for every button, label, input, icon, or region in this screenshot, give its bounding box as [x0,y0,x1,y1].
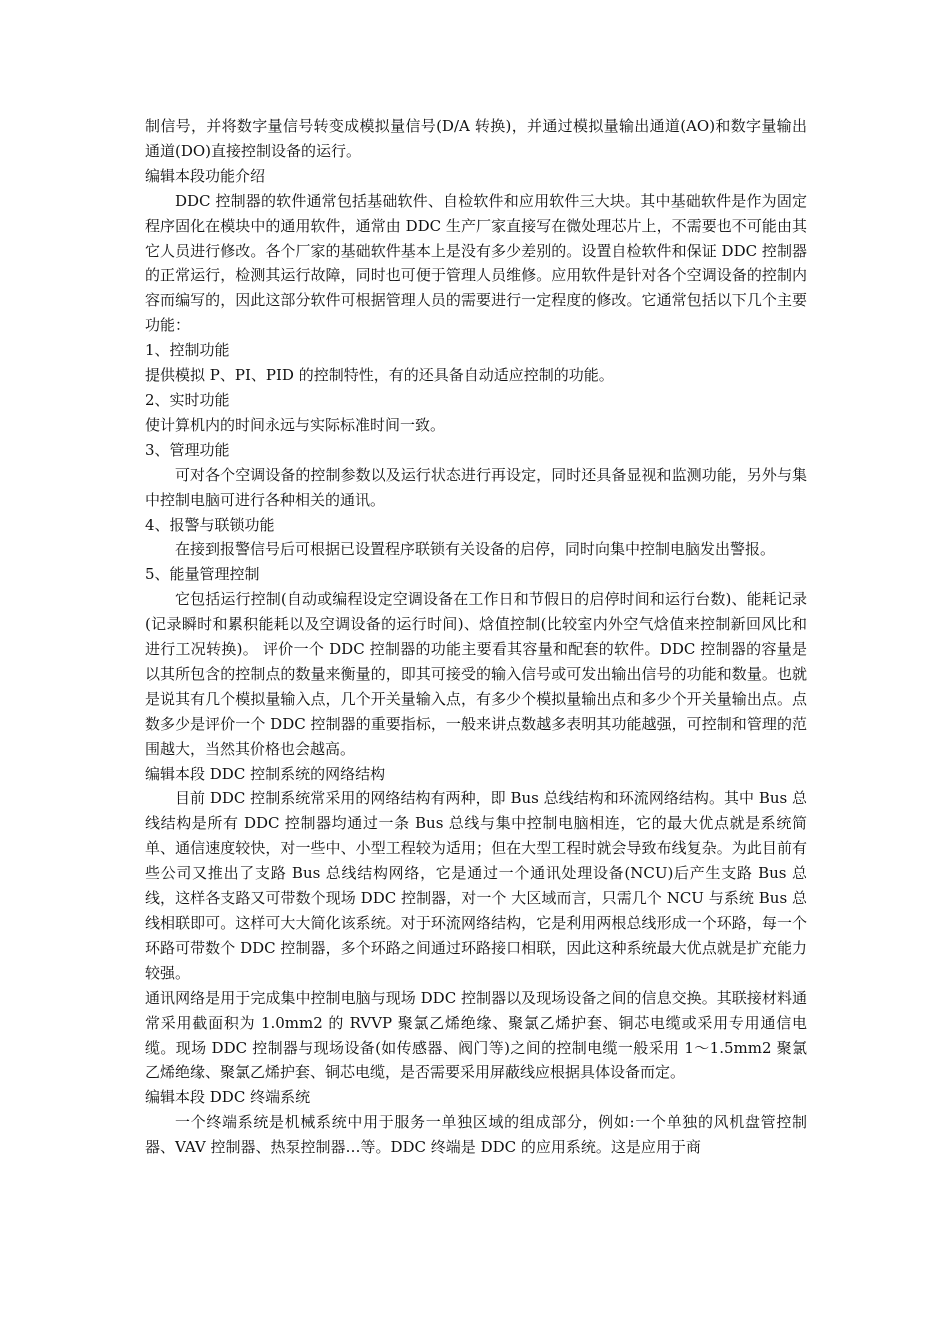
item-title-management: 3、管理功能 [145,440,230,459]
item-title-alarm: 4、报警与联锁功能 [145,515,275,534]
paragraph-communication: 通讯网络是用于完成集中控制电脑与现场 DDC 控制器以及现场设备之间的信息交换。其联接材料通常采用截面积为 1.0mm2 的 RVVP 聚氯乙烯绝缘、聚氯乙烯护套、铜芯电缆或采用专用通信电缆。现场 DDC 控制器与现场设备(如传感器、阀门等)之间的控制电缆一般采用 1～1.5mm2 聚氯乙烯绝缘、聚氯乙烯护套、铜芯电缆，是否需要采用屏蔽线应根据具体设备而定。 [145,988,807,1082]
item-title-realtime: 2、实时功能 [145,390,230,409]
section-heading-function: 编辑本段功能介绍 [145,166,266,185]
section-heading-network: 编辑本段 DDC 控制系统的网络结构 [145,764,386,783]
item-title-control: 1、控制功能 [145,341,230,360]
item-body-management: 可对各个空调设备的控制参数以及运行状态进行再设定，同时还具备显视和监测功能，另外与集中控制电脑可进行各种相关的通讯。 [145,465,807,509]
paragraph-intro: 制信号，并将数字量信号转变成模拟量信号(D/A 转换)，并通过模拟量输出通道(AO)和数字量输出通道(DO)直接控制设备的运行。 [145,117,807,160]
item-body-energy: 它包括运行控制(自动或编程设定空调设备在工作日和节假日的启停时间和运行台数)、能耗记录(记录瞬时和累积能耗以及空调设备的运行时间)、焓值控制(比较室内外空气焓值来控制新回风比和进行工况转换)。 评价一个 DDC 控制器的功能主要看其容量和配套的软件。DDC 控制器的容量是以其所包含的控制点的数量来衡量的，即其可接受的输入信号或可发出输出信号的功能和数量。也就是说其有几个模拟量输入点，几个开关量输入点，有多少个模拟量输出点和多少个开关量输出点。点数多少是评价一个 DDC 控制器的重要指标，一般来讲点数越多表明其功能越强，可控制和管理的范围越大，当然其价格也会越高。 [145,590,807,758]
paragraph-terminal: 一个终端系统是机械系统中用于服务一单独区域的组成部分，例如:一个单独的风机盘管控制器、VAV 控制器、热泵控制器…等。DDC 终端是 DDC 的应用系统。这是应用于商 [145,1113,807,1157]
document-body [145,114,807,1160]
paragraph-software: DDC 控制器的软件通常包括基础软件、自检软件和应用软件三大块。其中基础软件是作为固定程序固化在模块中的通用软件，通常由 DDC 生产厂家直接写在微处理芯片上，不需要也不可能由其它人员进行修改。各个厂家的基础软件基本上是没有多少差别的。设置自检软件和保证 DDC 控制器的正常运行，检测其运行故障，同时也可便于管理人员维修。应用软件是针对各个空调设备的控制内容而编写的，因此这部分软件可根据管理人员的需要进行一定程度的修改。它通常包括以下几个主要功能： [145,191,807,335]
item-body-control: 提供模拟 P、PI、PID 的控制特性，有的还具备自动适应控制的功能。 [145,366,614,385]
section-heading-terminal: 编辑本段 DDC 终端系统 [145,1088,311,1107]
item-body-realtime: 使计算机内的时间永远与实际标准时间一致。 [145,415,446,434]
paragraph-network: 目前 DDC 控制系统常采用的网络结构有两种，即 Bus 总线结构和环流网络结构。其中 Bus 总线结构是所有 DDC 控制器均通过一条 Bus 总线与集中控制电脑相连，它的最大优点就是系统简单、通信速度较快，对一些中、小型工程较为适用；但在大型工程时就会导致布线复杂。为此目前有些公司又推出了支路 Bus 总线结构网络，它是通过一个通讯处理设备(NCU)后产生支路 Bus 总线，这样各支路又可带数个现场 DDC 控制器，对一个 大区域而言，只需几个 NCU 与系统 Bus 总线相联即可。这样可大大简化该系统。对于环流网络结构，它是利用两根总线形成一个环路，每一个环路可带数个 DDC 控制器，多个环路之间通过环路接口相联，因此这种系统最大优点就是扩充能力较强。 [145,789,807,982]
item-title-energy: 5、能量管理控制 [145,565,260,584]
item-body-alarm: 在接到报警信号后可根据已设置程序联锁有关设备的启停，同时向集中控制电脑发出警报。 [175,540,776,559]
